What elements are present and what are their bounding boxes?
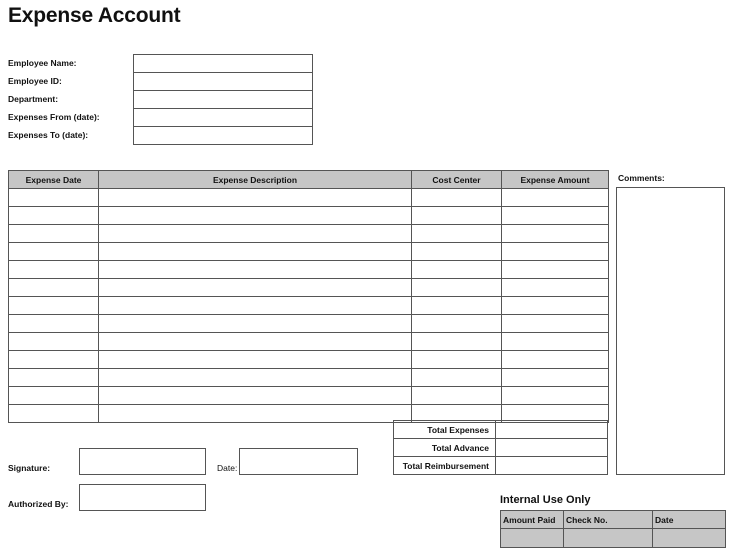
cost-center-cell[interactable] [412, 351, 502, 369]
comments-field[interactable] [616, 187, 725, 475]
internal-use-title: Internal Use Only [500, 494, 591, 506]
expense-amount-cell[interactable] [502, 225, 609, 243]
expense-description-cell[interactable] [99, 279, 412, 297]
expense-amount-cell[interactable] [502, 261, 609, 279]
employee-id-field[interactable] [134, 73, 312, 91]
employee-name-label: Employee Name: [8, 58, 77, 68]
expense-description-cell[interactable] [99, 405, 412, 423]
total-expenses-label: Total Expenses [394, 421, 496, 439]
cost-center-cell[interactable] [412, 207, 502, 225]
department-label: Department: [8, 94, 59, 104]
cost-center-cell[interactable] [412, 315, 502, 333]
expense-amount-cell[interactable] [502, 243, 609, 261]
total-advance-value[interactable] [496, 439, 608, 457]
cost-center-cell[interactable] [412, 189, 502, 207]
expense-rows [9, 189, 609, 423]
expense-description-cell[interactable] [99, 243, 412, 261]
employee-info-fields [133, 54, 313, 145]
expense-amount-cell[interactable] [502, 333, 609, 351]
expense-date-header: Expense Date [9, 171, 99, 189]
expense-date-cell[interactable] [9, 243, 99, 261]
expense-amount-cell[interactable] [502, 207, 609, 225]
cost-center-cell[interactable] [412, 225, 502, 243]
table-row [9, 315, 609, 333]
expense-date-cell[interactable] [9, 405, 99, 423]
expense-amount-cell[interactable] [502, 189, 609, 207]
expense-description-cell[interactable] [99, 207, 412, 225]
expense-date-cell[interactable] [9, 207, 99, 225]
table-row [9, 225, 609, 243]
cost-center-cell[interactable] [412, 333, 502, 351]
expense-amount-cell[interactable] [502, 297, 609, 315]
total-advance-label: Total Advance [394, 439, 496, 457]
date-field[interactable] [239, 448, 358, 475]
table-header-row [9, 171, 609, 189]
check-no-field[interactable] [564, 529, 653, 548]
expense-description-header: Expense Description [99, 171, 412, 189]
expense-amount-cell[interactable] [502, 315, 609, 333]
expense-date-cell[interactable] [9, 315, 99, 333]
internal-date-header: Date [653, 511, 726, 529]
table-row [9, 189, 609, 207]
cost-center-header: Cost Center [412, 171, 502, 189]
internal-date-field[interactable] [653, 529, 726, 548]
expense-table [8, 170, 609, 423]
total-expenses-value[interactable] [496, 421, 608, 439]
expense-date-cell[interactable] [9, 387, 99, 405]
internal-header-row [501, 511, 726, 529]
expenses-to-field[interactable] [134, 127, 312, 144]
expense-date-cell[interactable] [9, 189, 99, 207]
signature-label: Signature: [8, 463, 51, 473]
page-title: Expense Account [8, 4, 181, 27]
expense-date-cell[interactable] [9, 351, 99, 369]
authorized-by-field[interactable] [79, 484, 206, 511]
cost-center-cell[interactable] [412, 387, 502, 405]
employee-name-field[interactable] [134, 55, 312, 73]
cost-center-cell[interactable] [412, 369, 502, 387]
expense-amount-cell[interactable] [502, 279, 609, 297]
internal-value-row [501, 529, 726, 548]
expense-description-cell[interactable] [99, 189, 412, 207]
department-field[interactable] [134, 91, 312, 109]
table-row [9, 333, 609, 351]
table-row [9, 261, 609, 279]
employee-id-label: Employee ID: [8, 76, 62, 86]
expense-description-cell[interactable] [99, 333, 412, 351]
employee-info-labels [8, 54, 128, 144]
expense-date-cell[interactable] [9, 297, 99, 315]
authorized-by-label: Authorized By: [8, 499, 69, 509]
expense-description-cell[interactable] [99, 261, 412, 279]
table-row [9, 207, 609, 225]
cost-center-cell[interactable] [412, 279, 502, 297]
expense-amount-cell[interactable] [502, 351, 609, 369]
table-row [9, 297, 609, 315]
comments-label: Comments: [618, 173, 665, 183]
internal-use-table [500, 510, 726, 548]
expense-description-cell[interactable] [99, 297, 412, 315]
cost-center-cell[interactable] [412, 297, 502, 315]
expense-date-cell[interactable] [9, 279, 99, 297]
expense-date-cell[interactable] [9, 333, 99, 351]
amount-paid-field[interactable] [501, 529, 564, 548]
expense-amount-cell[interactable] [502, 369, 609, 387]
expenses-to-label: Expenses To (date): [8, 130, 89, 140]
total-reimbursement-row [394, 457, 608, 475]
total-reimbursement-value[interactable] [496, 457, 608, 475]
expense-description-cell[interactable] [99, 351, 412, 369]
amount-paid-header: Amount Paid [501, 511, 564, 529]
signature-field[interactable] [79, 448, 206, 475]
table-row [9, 279, 609, 297]
expense-description-cell[interactable] [99, 387, 412, 405]
table-row [9, 369, 609, 387]
table-row [9, 243, 609, 261]
expense-amount-cell[interactable] [502, 387, 609, 405]
expense-description-cell[interactable] [99, 225, 412, 243]
expense-amount-header: Expense Amount [502, 171, 609, 189]
expenses-from-label: Expenses From (date): [8, 112, 100, 122]
expense-description-cell[interactable] [99, 369, 412, 387]
check-no-header: Check No. [564, 511, 653, 529]
expense-date-cell[interactable] [9, 225, 99, 243]
total-expenses-row [394, 421, 608, 439]
total-advance-row [394, 439, 608, 457]
expense-date-cell[interactable] [9, 261, 99, 279]
total-reimbursement-label: Total Reimbursement [394, 457, 496, 475]
table-row [9, 387, 609, 405]
expense-date-cell[interactable] [9, 369, 99, 387]
totals-table [393, 420, 608, 475]
expense-description-cell[interactable] [99, 315, 412, 333]
cost-center-cell[interactable] [412, 261, 502, 279]
date-label: Date: [217, 463, 238, 473]
expenses-from-field[interactable] [134, 109, 312, 127]
table-row [9, 351, 609, 369]
cost-center-cell[interactable] [412, 243, 502, 261]
